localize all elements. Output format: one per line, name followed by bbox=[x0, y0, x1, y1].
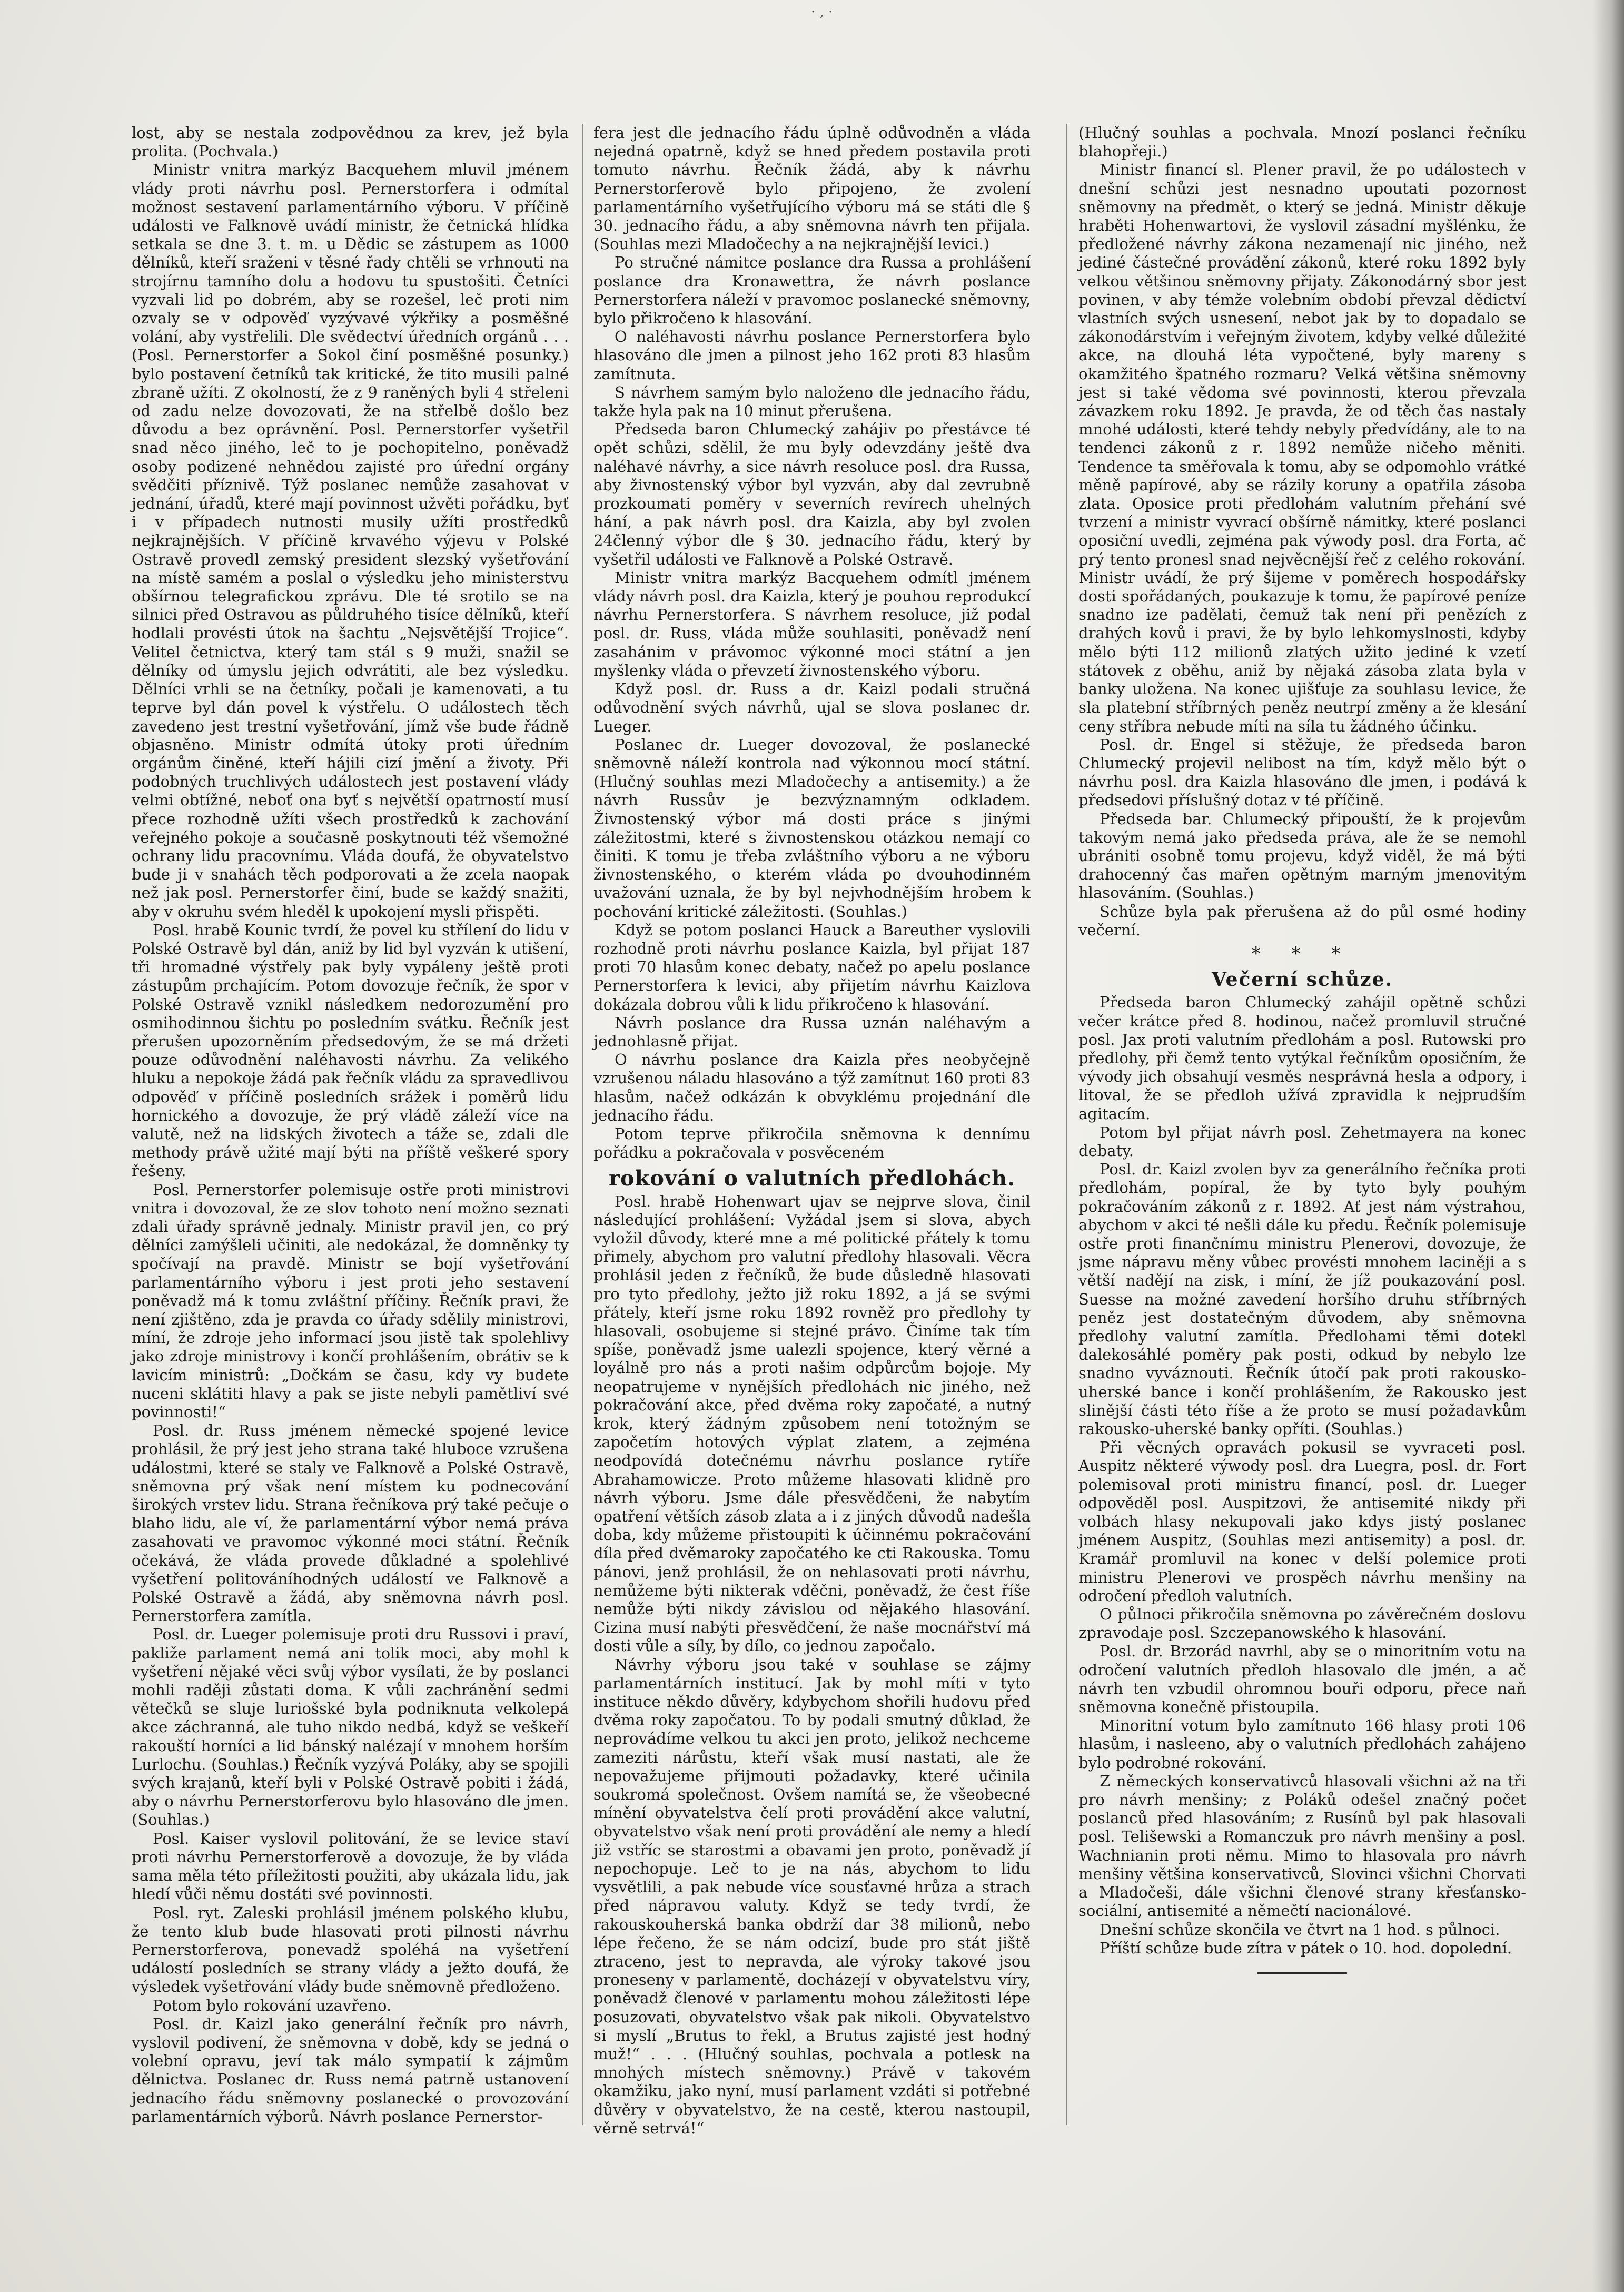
article-paragraph: Předseda bar. Chlumecký připouští, že k projevům takovým nemá jako předseda práva, ale že se nemohl ubrániti osobně tomu projevu, když viděl, že má býti drahocenný čas mařen opětným marným jmenovitým hlasováním. (Souhlas.) bbox=[1078, 809, 1526, 902]
column-divider-right bbox=[1066, 124, 1067, 2125]
article-paragraph: Potom teprve přikročila sněmovna k dennímu pořádku a pokračovala v posvěceném bbox=[593, 1124, 1031, 1162]
article-paragraph: Předseda baron Chlumecký zahájil opětně schůzi večer krátce před 8. hodinou, načež promluvil stručné posl. Jax proti valutním předlohám a posl. Rutowski pro předlohy, při čemž tento vytýkal řečníkům oposičním, že vývody jich obsahují vesměs nesprávná hesla a odpory, i litoval, že se předloh užívá zpravidla k nejprudším agitacím. bbox=[1078, 993, 1526, 1123]
article-paragraph: Při věcných opravách pokusil se vyvraceti posl. Auspitz některé výwody posl. dra Luegra, posl. dr. Fort polemisoval proti ministru financí, posl. dr. Lueger odpověděl posl. Auspitzovi, že antisemité nikdy při volbách hlasy nekupovali jako kdys jistý poslanec jménem Auspitz, (Souhlas mezi antisemity) a posl. dr. Kramář promluvil na konec v delší polemice proti ministru Plenerovi ve prospěch návrhu menšiny na odročení předloh valutních. bbox=[1078, 1438, 1526, 1605]
article-paragraph: fera jest dle jednacího řádu úplně odůvodněn a vláda nejedná opatrně, když se hned předem postavila proti tomuto návrhu. Řečník žádá, aby k návrhu Pernerstorferově bylo připojeno, že zvolení parlamentárního vyšetřujícího výboru má se státi dle § 30. jednacího řádu, a aby sněmovna návrh ten přijala. (Souhlas mezi Mladočechy a na nejkrajnější levici.) bbox=[593, 124, 1031, 253]
end-rule bbox=[1257, 1972, 1347, 1974]
column-divider-left bbox=[582, 124, 583, 2125]
article-paragraph: Posl. hrabě Kounic tvrdí, že povel ku střílení do lidu v Polské Ostravě byl dán, aniž by lid byl vyzván k utišení, tři hromadné výstřely pak byly vypáleny ještě proti zástupům prchajícím. Potom dovozuje řečník, že spor v Polské Ostravě vznikl následkem nedorozumění pro osmihodinnou šichtu po posledním svátku. Řečník jest přerušen upozorněním předsedovým, že se má držeti pouze odůvodnění naléhavosti návrhu. Za velikého hluku a nepokoje žádá pak řečník vládu za spravedlivou odpověď v příčině posledních srážek i poměrů lidu hornického a dovozuje, že prý vládě záleží více na valutě, než na lidských životech a táže se, zdali dle methody právě užité mají býti na příště veškeré spory řešeny. bbox=[132, 921, 569, 1180]
article-paragraph: Posl. dr. Kaizl zvolen byv za generálního řečníka proti předlohám, popíral, že by tyto byly pouhým pokračováním zákonů z r. 1892. Ať jest nám výstrahou, abychom v akci té nešli dále ku předu. Řečník polemisuje ostře proti finančnímu ministru Plenerovi, dovozuje, že jsme nápravu měny vůbec provésti mnohem laciněji a s větší nadějí na zisk, i míní, že jíž poukazování posl. Suesse na možné zavedení horšího druhu stříbrných peněz jest dostatečným důvodem, aby sněmovna předlohy valutní zamítla. Předlohami těmi dotekl dalekosáhlé poměry pak posti, odkud by nebylo lze snadno vyváznouti. Řečník útočí pak proti rakousko-uherské bance i končí prohlášením, že Rakousko jest slinější části této říše a že proto se musí požadavkům rakousko-uherské banky opříti. (Souhlas.) bbox=[1078, 1160, 1526, 1438]
article-paragraph: Posl. dr. Engel si stěžuje, že předseda baron Chlumecký projevil nelibost na tím, když mělo být o návrhu posl. dra Kaizla hlasováno dle jmen, i podává k předsedovi příslušný dotaz v té příčině. bbox=[1078, 735, 1526, 809]
article-paragraph: lost, aby se nestala zodpovědnou za krev, jež byla prolita. (Pochvala.) bbox=[132, 124, 569, 161]
article-paragraph: S návrhem samým bylo naloženo dle jednacího řádu, takže hyla pak na 10 minut přerušena. bbox=[593, 383, 1031, 420]
article-paragraph: Návrh poslance dra Russa uznán naléhavým a jednohlasně přijat. bbox=[593, 1013, 1031, 1050]
article-paragraph: O naléhavosti návrhu poslance Pernerstorfera bylo hlasováno dle jmen a pilnost jeho 162 proti 83 hlasům zamítnuta. bbox=[593, 328, 1031, 383]
article-paragraph: Předseda baron Chlumecký zahájiv po přestávce té opět schůzi, sdělil, že mu byly odevzdány ještě dva naléhavé návrhy, a sice návrh resoluce posl. dra Russa, aby živnostenský výbor byl vyzván, aby dal zevrubně prozkoumati poměry v severních revírech uhelných hání, a pak návrh posl. dra Kaizla, aby byl zvolen 24členný výbor dle § 30. jednacího řádu, který by vyšetřil události ve Falknově a Polské Ostravě. bbox=[593, 420, 1031, 568]
article-paragraph: Minoritní votum bylo zamítnuto 166 hlasy proti 106 hlasům, i nasleeno, aby o valutních předlohách zahájeno bylo podrobné rokování. bbox=[1078, 1716, 1526, 1772]
article-paragraph: Posl. dr. Lueger polemisuje proti dru Russovi i praví, pakliže parlament nemá ani tolik moci, aby mohl k vyšetření nějaké věci svůj výbor vysílati, že by poslanci mohli raději zůstati doma. K vůli zachránění sedmi větečků se sluje luriošské byla podniknuta velkolepá akce záchranná, ale tuho nikdo nedbá, když se veškeří rakouští horníci a lid bánský nalézají v mnohem horším Lurlochu. (Souhlas.) Řečník vyzývá Poláky, aby se spojili svých krajanů, kteří byli v Polské Ostravě pobiti i žádá, aby o návrhu Pernerstorferovu bylo hlasováno dle jmen. (Souhlas.) bbox=[132, 1625, 569, 1829]
article-paragraph: Posl. dr. Russ jménem německé spojené levice prohlásil, že prý jest jeho strana také hluboce vzrušena událostmi, které se staly ve Falknově a Polské Ostravě, sněmovna prý však není místem ku podnecování širokých vrstev lidu. Strana řečníkova prý také pečuje o blaho lidu, ale ví, že parlamentární výbor nemá práva zasahovati ve pravomoc výkonné moci státní. Řečník očekává, že vláda provede důkladné a spolehlivé vyšetření politováníhodných událostí ve Falknově a Polské Ostravě a žádá, aby sněmovna návrh posl. Pernerstorfera zamítla. bbox=[132, 1421, 569, 1625]
section-separator: * * * bbox=[1251, 943, 1353, 964]
article-paragraph: Posl. dr. Brzorád navrhl, aby se o minoritním votu na odročení valutních předloh hlasovalo dle jmén, a ač návrh ten vzbudil ohromnou bouři odporu, přece naň sněmovna konečně přistoupila. bbox=[1078, 1642, 1526, 1716]
article-paragraph: Posl. Kaiser vyslovil politování, že se levice staví proti návrhu Pernerstorferově a dovozuje, že by vláda sama měla této příležitosti použiti, aby ukázala lidu, jak hledí vůči němu dostáti své povinnosti. bbox=[132, 1829, 569, 1903]
article-paragraph: Ministr vnitra markýz Bacquehem odmítl jménem vlády návrh posl. dra Kaizla, který je pouhou reprodukcí návrhu Pernerstorfera. S návrhem resoluce, již podal posl. dr. Russ, vláda může souhlasiti, poněvadž není zasahánim v právomoc výkonné moci státní a jen myšlenky vláda o převzetí živnostenského výboru. bbox=[593, 568, 1031, 679]
article-paragraph: Potom byl přijat návrh posl. Zehetmayera na konec debaty. bbox=[1078, 1123, 1526, 1160]
article-paragraph: Návrhy výboru jsou také v souhlase se zájmy parlamentárních institucí. Jak by mohl míti v tyto instituce někdo důvěry, kdybychom shořili hudovu před dvěma roky započatou. To by podali smutný důklad, že neprovádíme velkou tu akci jen proto, jelikož nechceme zameziti nárůstu, kteří však musí nastati, ale že nepovažujeme přijmouti požadavky, které učinila soukromá společnost. Ovšem namítá se, že všeobecné mínění obyvatelstva čelí proti provádění akce valutní, obyvatelstvo však není proti provádění ale nemy a hledí již vstříc se starostmi a obavami jen proto, poněvadž jí nepochopuje. Leč to je na nás, abychom to lidu vysvětlili, a pak nebude více sousťavné hrůza a strach před nápravou valuty. Když se tedy tvrdí, že rakouskouherská banka obdrží dar 38 milionů, nebo lépe řečeno, že se nám odcizí, bude pro stát jiště ztraceno, jest to nepravda, ale výroky takové jsou proneseny v parlamentě, docházejí v obyvatelstvu víry, poněvadž členové v parlamentu mohou záležitosti lépe posuzovati, obyvatelstvo však pak nikoli. Obyvatelstvo si myslí „Brutus to řekl, a Brutus zajisté jest hodný muž!“ . . . (Hlučný souhlas, pochvala a potlesk na mnohých místech sněmovny.) Právě v takovém okamžiku, jako nyní, musí parlament vzdáti si potřebné důvěry v obyvatelstvo, že na cestě, kterou nastoupil, věrně setrvá!“ bbox=[593, 1655, 1031, 2137]
article-paragraph: Posl. dr. Kaizl jako generální řečník pro návrh, vyslovil podivení, že sněmovna v době, kdy se jedná o volební opravu, jeví tak málo sympatií k zájmům dělnictva. Poslanec dr. Russ nemá patrně ustanovení jednacího řádu sněmovny poslanecké o provozování parlamentárních výborů. Návrh poslance Pernerstor- bbox=[132, 2014, 569, 2126]
article-paragraph: Dnešní schůze skončila ve čtvrt na 1 hod. s půlnoci. bbox=[1100, 1920, 1500, 1939]
article-paragraph: Když posl. dr. Russ a dr. Kaizl podali stručná odůvodnění svých návrhů, ujal se slova poslanec dr. Lueger. bbox=[593, 680, 1031, 735]
article-paragraph: Posl. ryt. Zaleski prohlásil jménem polského klubu, že tento klub bude hlasovati proti pilnosti návrhu Pernerstorferova, ponevadž spoléhá na vyšetření událostí posledních se strany vlády a ježto doufá, že výsledek vyšetřování vlády bude sněmovně předloženo. bbox=[132, 1903, 569, 1996]
article-paragraph: Ministr vnitra markýz Bacquehem mluvil jménem vlády proti návrhu posl. Pernerstorfera i odmítal možnost sestavení parlamentárního výboru. V příčině události ve Falknově uvádí ministr, že četnická hlídka setkala se dne 3. t. m. u Dědic se zástupem as 1000 dělníků, kteří sraženi v těsné řady chtěli se vrhnouti na strojírnu tamního dolu a hodovu tu spustošiti. Četníci vyzvali lid po dobrém, aby se rozešel, leč proti nim ozvaly se v odpověď vyzývavé výkřiky a posměšné volání, aby vystřelili. Dle svědectví úředních orgánů . . . (Posl. Pernerstorfer a Sokol činí posměšné posunky.) bylo postavení četníků tak kritické, že tito musili palné zbraně užíti. Z okolností, že z 9 raněných byli 4 střeleni od zadu nelze dovozovati, že na střelbě došlo bez důvodu a bez oprávnění. Posl. Pernerstorfer vyšetřil snad něco jiného, leč to je pochopitelno, poněvadž osoby podizené nehnědou zajisté pro úřední orgány svědčiti příznivě. Týž poslanec nemůže zasahovat v jednání, úřadů, které mají povinnost užvěti pořádku, byť i v případech nutnosti musily užíti prostředků nejkrajnějších. V příčině krvavého výjevu v Polské Ostravě provedl zemský president slezský vyšetřování na místě samém a poslal o výsledku jeho ministerstvu obšírnou telegrafickou zprávu. Dle té srotilo se na silnici před Ostravou as půldruhého tisíce dělníků, kteří hodlali provésti útok na šachtu „Nejsvětější Trojice“. Velitel četnictva, který tam stál s 9 muži, snažil se dělníky od úmyslu jejich odvrátiti, ale bez výsledku. Dělníci vrhli se na četníky, počali je kamenovati, a tu teprve byl dán povel k výstřelu. O událostech těch zavedeno jest trestní vyšetřování, jímž vše bude řádně objasněno. Ministr odmítá útoky proti úředním orgánům činěné, kteří hájili cizí jmění a životy. Při podobných truchlivých událostech jest postavení vlády velmi obtížné, neboť ona byť s největší opatrností musí přece rozhodně užíti všech prostředků k zachování veřejného pokoje a současně poskytnouti též všemožné ochrany lidu pracovnímu. Vláda doufá, že obyvatelstvo bude ji v snahách těch podporovati a že zcela naopak než jak posl. Pernerstorfer činí, bude se každý snažiti, aby v okruhu svém hleděl k upokojení mysli přispěti. bbox=[132, 161, 569, 921]
section-heading: Večerní schůze. bbox=[1211, 969, 1393, 991]
article-paragraph: Potom bylo rokování uzavřeno. bbox=[153, 1996, 392, 2014]
page-edge-shadow bbox=[1592, 0, 1624, 2292]
article-paragraph: Příští schůze bude zítra v pátek o 10. hod. dopolední. bbox=[1100, 1939, 1512, 1957]
article-paragraph: Posl. Pernerstorfer polemisuje ostře proti ministrovi vnitra i dovozoval, že ze slov tohoto není možno seznati zdali úřady správně jednaly. Ministr pravil jen, co prý dělníci zamýšleli učiniti, ale nedokázal, že domněnky ty spočívají na pravdě. Ministr se bojí vyšetřování parlamentárního výboru i jest proti jeho sestavení poněvadž má k tomu zvláštní příčiny. Řečník pravi, že není zjištěno, zda je pravda co úřady sdělily ministrovi, míní, že zdroje jeho informací jsou jistě tak spolehlivy jako zdroje ministrovy i končí prohlášením, obrátiv se k lavicím ministrů: „Dočkám se času, kdy vy budete nuceni sklátiti hlavy a pak se jiste nebyli pamětliví své povinnosti!“ bbox=[132, 1180, 569, 1421]
section-heading: rokování o valutních předlohách. bbox=[608, 1166, 1016, 1191]
column-left bbox=[132, 124, 569, 2126]
article-paragraph: Ministr financí sl. Plener pravil, že po událostech v dnešní schůzi jest nesnadno upoutati pozornost sněmovny na předmět, o který se jedná. Ministr děkuje hraběti Hohenwartovi, že vyslovil zásadní myšlénku, že předložené návrhy zákona nezamenají nic jiného, než jediné částečné provádění zákonů, které roku 1892 byly velkou většinou sněmovny přijaty. Zákonodárný sbor jest povinen, v aby témže volebním období převzal dědictví vlastních svých usnesení, nebot jak by to dopadalo se zákonodárstvím i veřejným životem, kdyby velké důležité akce, na dlouhá léta vypočtené, byly mareny s okamžitého špatného rozmaru? Velká většina sněmovny jest si také vědoma své povinnosti, kterou převzala závazkem roku 1892. Je pravda, že od těch čas nastaly mnohé události, které tehdy nebyly předvídány, ale to na tendenci zákonů z r. 1892 nemůže ničeho měniti. Tendence ta směřovala k tomu, aby se odpomohlo vrátké měně papírové, aby se rázily koruny a opatřila zásoba zlata. Oposice proti předlohám valutním přehání své tvrzení a ministr vyvrací obšírně námitky, které poslanci oposiční uvedli, zejména pak výwody posl. dra Forta, ač prý tento pronesl snad nejvěcnější řeč z celého rokování. Ministr uvádí, že prý šijeme v poměrech hospodářsky dosti spořádaných, poukazuje k tomu, že papírové peníze snadno ize padělati, čemuž tak není při penězích z drahých kovů i pravi, že by bylo lehkomyslnosti, kdyby mělo býti 112 milionů zlatých užito jediné k vzetí státovek z oběhu, aniž by nějaká zásoba zlata byla v banky uložena. Na konec ujišťuje za souhlasu levice, že sla platební stříbrných peněz neutrpí změny a že klesání ceny stříbra nebude míti na síla tu žádného účinku. bbox=[1078, 161, 1526, 735]
article-paragraph: Z německých konservativců hlasovali všichni až na tři pro návrh menšiny; z Poláků odešel značný počet poslanců před hlasováním; z Rusínů byl pak hlasovali posl. Telišewski a Romanczuk pro návrh menšiny a posl. Wachnianin proti němu. Mimo to hlasovala pro návrh menšiny většina konservativců, Slovinci všichni Chorvati a Mladočeši, dále všichni členové strany křesťansko-sociální, antisemité a němečtí nacionálové. bbox=[1078, 1772, 1526, 1920]
print-artifact: · ‚ · bbox=[811, 4, 833, 20]
column-middle bbox=[593, 124, 1031, 2138]
article-paragraph: Po stručné námitce poslance dra Russa a prohlášení poslance dra Kronawettra, že návrh poslance Pernerstorfera náleží v pravomoc poslanecké sněmovny, bylo přikročeno k hlasování. bbox=[593, 253, 1031, 328]
article-paragraph: (Hlučný souhlas a pochvala. Mnozí poslanci řečníku blahopřeji.) bbox=[1078, 124, 1526, 161]
article-paragraph: O půlnoci přikročila sněmovna po závěrečném doslovu zpravodaje posl. Szczepanowského k hlasování. bbox=[1078, 1605, 1526, 1642]
column-right bbox=[1078, 124, 1526, 1974]
article-paragraph: Posl. hrabě Hohenwart ujav se nejprve slova, činil následující prohlášení: Vyžádal jsem si slova, abych vyložil důvody, které mne a mé politické přátely k tomu přimely, abychom pro valutní předlohy hlasovali. Věcra prohlásil jeden z řečníků, že bude důsledně hlasovati pro tyto předlohy, ježto již roku 1892, a já se svými přátely, kteří jsme roku 1892 rovněž pro předlohy ty hlasovali, osobujeme si stejné právo. Činíme tak tím spíše, poněvadž jsme ualezli spojence, který věrné a loyálně pro nás a proti našim odpůrcům bojoje. My neopatrujeme v nynějších předlohách nic jiného, než pokračování akce, před dvěma roky započaté, a nutný krok, který žádným způsobem není totožným se započetím hotových výplat zlatem, a zejména neodpovídá dotečnému návrhu poslance rytíře Abrahamowicze. Proto můžeme hlasovati klidně pro návrh výboru. Jsme dále přesvědčeni, že nabytím opatření větších zásob zlata a i z jiných důvodů nadešla doba, kdy můžeme přistoupiti k účinnému pokračování díla před dvěmaroky započatého ke cti Rakouska. Tomu pánovi, jenž prohlásil, že on nehlasovati proti návrhu, nemůžeme býti nikterak vděčni, poněvadž, že čest říše nemůže býti nikdy závislou od nějakého hlasování. Cizina musí nabýti přesvědčení, že naše mocnářství má dosti vůle a síly, by dílo, co jednou započalo. bbox=[593, 1192, 1031, 1655]
article-paragraph: Poslanec dr. Lueger dovozoval, že poslanecké sněmovně náleží kontrola nad výkonnou mocí státní. (Hlučný souhlas mezi Mladočechy a antisemity.) a že návrh Russův je bezvýznamným odkladem. Živnostenský výbor má dosti práce s jinými záležitostmi, které s živnostenskou otázkou nemají co činiti. K tomu je třeba zvláštního výboru a ne výboru živnostenského, o kterém vláda po dvouhodinném uvažování uznala, že by byl nejvhodnějším hrobem k pochování kritické záležitosti. (Souhlas.) bbox=[593, 735, 1031, 921]
article-paragraph: Schůze byla pak přerušena až do půl osmé hodiny večerní. bbox=[1078, 902, 1526, 939]
article-paragraph: O návrhu poslance dra Kaizla přes neobyčejně vzrušenou náladu hlasováno a týž zamítnut 160 proti 83 hlasům, načež odkázán k obvyklému projednání dle jednacího řádu. bbox=[593, 1051, 1031, 1124]
article-paragraph: Když se potom poslanci Hauck a Bareuther vyslovili rozhodně proti návrhu poslance Kaizla, byl přijat 187 proti 70 hlasům konec debaty, načež po apelu poslance Pernerstorfera k levici, aby přijetím návrhu Kaizlova dokázala dobrou vůli k lidu přikročeno k hlasování. bbox=[593, 921, 1031, 1013]
